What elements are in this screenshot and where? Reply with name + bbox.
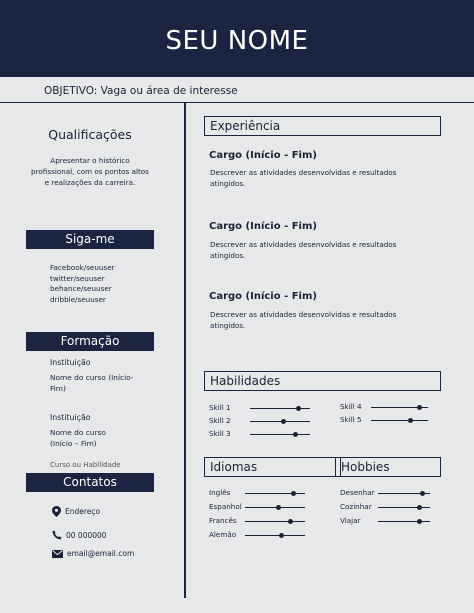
hobbies-level-knob [417, 505, 422, 510]
languages-label: Francês [209, 516, 237, 525]
experience-role: Cargo (Início - Fim) [209, 221, 317, 232]
languages-level-knob [288, 519, 293, 524]
experience-desc: Descrever as atividades desenvolvidas e resultados atingidos. [210, 168, 397, 188]
hobbies-level-track [378, 521, 430, 522]
skills-level-knob [293, 432, 298, 437]
hobbies-label: Desenhar [340, 488, 375, 497]
education-institution: Instituição [50, 358, 91, 367]
education-institution: Instituição [50, 413, 91, 422]
qualifications-text: Apresentar o histórico profissional, com os pontos altos e realizações da carreira. [31, 156, 149, 187]
contact-address [52, 506, 100, 517]
education-cut-text: Curso ou Habilidade [50, 461, 121, 469]
skills-label: Skill 3 [209, 429, 231, 438]
skills-level-track [371, 420, 428, 421]
skills-label: Skill 4 [340, 402, 362, 411]
skills-label: Skill 2 [209, 416, 231, 425]
skills-level-knob [296, 406, 301, 411]
skills-level-track [250, 408, 310, 409]
contact-email-text[interactable]: email@email.com [67, 549, 135, 558]
objective-bar [0, 80, 474, 103]
languages-level-knob [291, 491, 296, 496]
location-pin-icon [52, 506, 61, 517]
social-link-behance[interactable]: behance/seuuser [50, 284, 112, 293]
education-course: Nome do curso (Início-Fim) [50, 373, 134, 393]
languages-level-knob [279, 533, 284, 538]
hobbies-label: Cozinhar [340, 502, 372, 511]
languages-level-knob [276, 505, 281, 510]
social-link-facebook[interactable]: Facebook/seuuser [50, 263, 115, 272]
skills-title: Habilidades [204, 371, 441, 391]
skills-label: Skill 5 [340, 415, 362, 424]
contact-email [52, 549, 134, 558]
skills-level-knob [417, 405, 422, 410]
contacts-title: Contatos [26, 473, 154, 492]
social-link-dribble[interactable]: dribble/seuuser [50, 294, 106, 304]
social-link-twitter[interactable]: twitter/seuuser [50, 273, 105, 283]
contact-address-text: Endereço [65, 507, 101, 516]
education-title: Formação [26, 332, 154, 351]
languages-level-track [245, 493, 305, 494]
follow-title: Siga-me [26, 230, 154, 249]
skills-label: Skill 1 [209, 403, 231, 412]
languages-label: Alemão [209, 530, 237, 539]
hobbies-label: Viajar [340, 516, 361, 525]
column-divider [184, 103, 186, 598]
social-links [50, 263, 115, 305]
education-item [50, 412, 120, 449]
education-item [50, 357, 140, 394]
languages-level-track [245, 521, 305, 522]
hobbies-level-knob [420, 491, 425, 496]
hobbies-title: Hobbies [335, 457, 441, 477]
languages-label: Inglês [209, 488, 231, 497]
phone-icon [52, 530, 62, 540]
education-course: Nome do curso (Início – Fim) [50, 428, 106, 448]
candidate-name: SEU NOME [165, 26, 309, 56]
languages-level-track [245, 535, 305, 536]
experience-role: Cargo (Início - Fim) [209, 291, 317, 302]
skills-level-track [250, 434, 310, 435]
contact-phone [52, 530, 107, 540]
header-band [0, 0, 474, 77]
languages-label: Espanhol [209, 502, 242, 511]
experience-desc: Descrever as atividades desenvolvidas e resultados atingidos. [210, 310, 397, 330]
skills-level-knob [408, 418, 413, 423]
hobbies-level-knob [417, 519, 422, 524]
qualifications-title: Qualificações [48, 127, 132, 142]
hobbies-level-track [378, 507, 430, 508]
objective-text: OBJETIVO: Vaga ou área de interesse [44, 85, 238, 97]
experience-title: Experiência [204, 116, 441, 136]
skills-level-knob [281, 419, 286, 424]
contact-phone-text: 00 000000 [66, 530, 107, 540]
languages-title: Idiomas [204, 457, 341, 477]
envelope-icon [52, 550, 63, 558]
experience-desc: Descrever as atividades desenvolvidas e resultados atingidos. [210, 240, 397, 260]
experience-role: Cargo (Início - Fim) [209, 150, 317, 161]
